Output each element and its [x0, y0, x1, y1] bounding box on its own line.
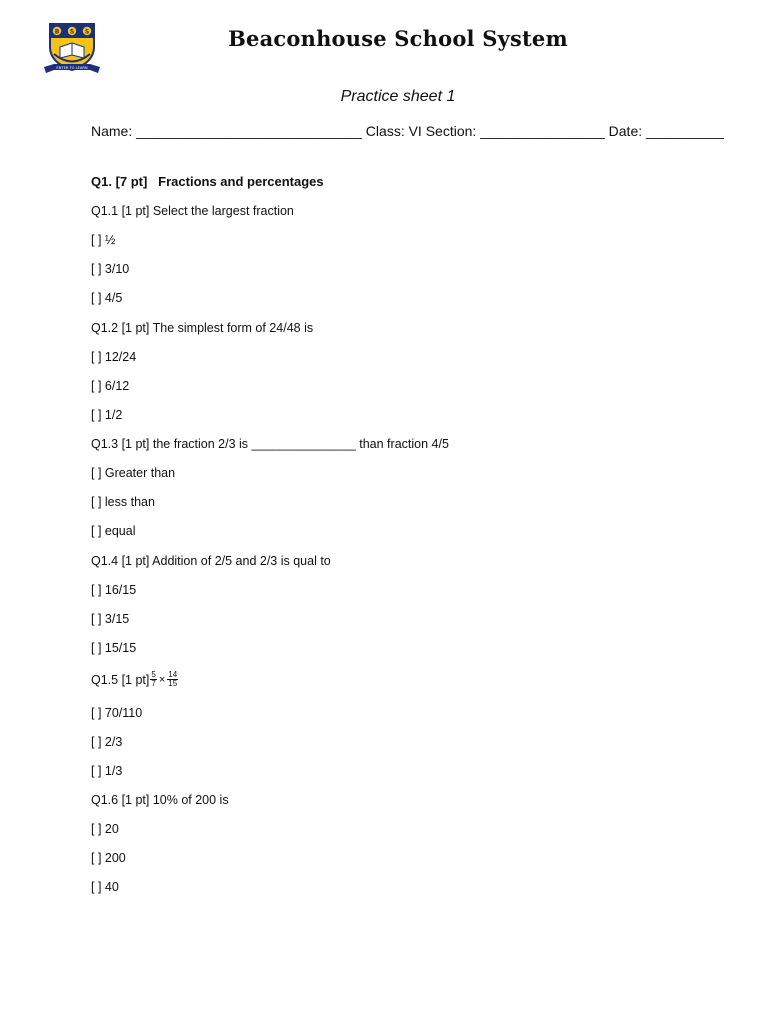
- answer-option[interactable]: [ ] 16/15: [91, 583, 137, 597]
- answer-option[interactable]: [ ] 12/24: [91, 350, 137, 364]
- answer-option[interactable]: [ ] 15/15: [91, 641, 137, 655]
- question-prompt: Q1.5 [1 pt]: [91, 672, 150, 687]
- fraction-denominator: 15: [168, 679, 178, 688]
- answer-option[interactable]: [ ] Greater than: [91, 466, 176, 480]
- fraction-b: [167, 671, 178, 688]
- fraction-numerator: 14: [168, 670, 178, 679]
- answer-option[interactable]: [ ] 3/10: [91, 262, 130, 276]
- question-prompt: Q1.6 [1 pt] 10% of 200 is: [91, 793, 229, 807]
- answer-option[interactable]: [ ] 200: [91, 851, 126, 865]
- question-prompt: Q1.3 [1 pt] the fraction 2/3 is _______________ than fraction 4/5: [91, 437, 449, 451]
- logo-letter: S: [84, 28, 90, 36]
- answer-option[interactable]: [ ] equal: [91, 524, 136, 538]
- answer-option[interactable]: [ ] 40: [91, 880, 119, 894]
- question-prompt: Q1.2 [1 pt] The simplest form of 24/48 is: [91, 321, 314, 335]
- answer-option[interactable]: [ ] 20: [91, 822, 119, 836]
- answer-option[interactable]: [ ] 3/15: [91, 612, 130, 626]
- question-heading: Q1. [7 pt] Fractions and percentages: [91, 174, 324, 189]
- student-info-line: Name: _____________________________ Class: VI Section: ________________ Date: __________: [91, 123, 724, 139]
- answer-option[interactable]: [ ] 6/12: [91, 379, 130, 393]
- school-name: Beaconhouse School System: [228, 26, 568, 51]
- sheet-title: Practice sheet 1: [340, 88, 456, 105]
- answer-option[interactable]: [ ] 1/2: [91, 408, 123, 422]
- fraction-denominator: 7: [151, 679, 156, 688]
- question-prompt: Q1.1 [1 pt] Select the largest fraction: [91, 204, 294, 218]
- question-prompt: Q1.4 [1 pt] Addition of 2/5 and 2/3 is qual to: [91, 554, 331, 568]
- answer-option[interactable]: [ ] 70/110: [91, 706, 143, 720]
- question-q1-5: [91, 671, 179, 688]
- fraction-a: [150, 671, 156, 688]
- logo-letter: B: [54, 28, 60, 36]
- answer-option[interactable]: [ ] less than: [91, 495, 155, 509]
- answer-option[interactable]: [ ] 2/3: [91, 735, 123, 749]
- fraction-numerator: 5: [151, 670, 156, 679]
- answer-option[interactable]: [ ] ½: [91, 233, 116, 247]
- answer-option[interactable]: [ ] 4/5: [91, 291, 123, 305]
- logo-ribbon-text: ENTER TO LEARN: [56, 65, 88, 70]
- answer-option[interactable]: [ ] 1/3: [91, 764, 123, 778]
- logo-letter: S: [69, 28, 75, 36]
- multiply-operator: ×: [158, 673, 166, 686]
